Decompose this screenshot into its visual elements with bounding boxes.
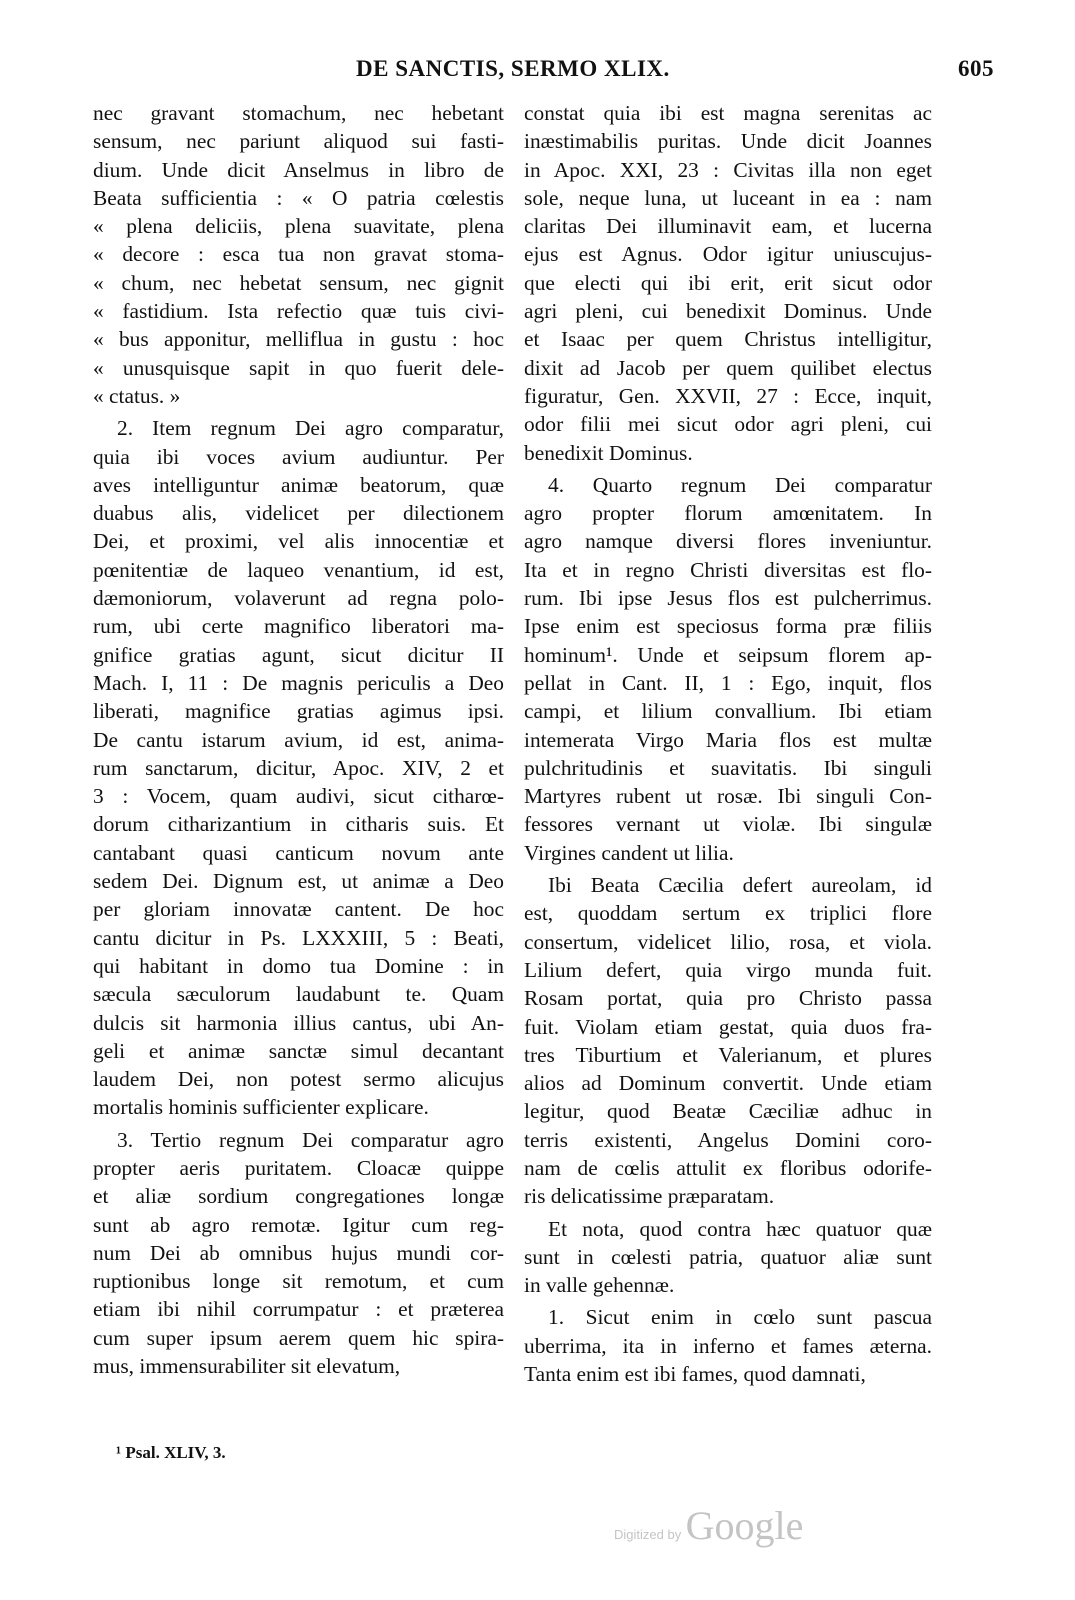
text-line: qui habitant in domo tua Domine : in [93, 953, 504, 978]
text-line: 3 : Vocem, quam audivi, sicut citharœ- [93, 784, 504, 809]
text-line: Dei, et proximi, vel alis innocentiæ et [93, 529, 504, 554]
text-line: figuratur, Gen. XXVII, 27 : Ecce, inquit, [524, 383, 932, 408]
text-line: rum. Ibi ipse Jesus flos est pulcherrimus. [524, 586, 932, 611]
text-line: in Apoc. XXI, 23 : Civitas illa non eget [524, 157, 932, 182]
text-line: sedem Dei. Dignum est, ut animæ a Deo [93, 869, 504, 894]
text-line: dorum citharizantium in citharis suis. Et [93, 812, 504, 837]
text-line: in valle gehennæ. [524, 1273, 675, 1298]
text-line: rum sanctarum, dicitur, Apoc. XIV, 2 et [93, 755, 504, 780]
text-line: De cantu istarum avium, id est, anima- [93, 727, 504, 752]
text-line: « fastidium. Ista refectio quæ tuis civi- [93, 299, 504, 324]
text-line: nam de cœlis attulit ex floribus odorife- [524, 1155, 932, 1180]
text-line: liberati, magnifice gratias agimus ipsi. [93, 699, 504, 724]
text-line: ruptionibus longe sit remotum, et cum [93, 1269, 504, 1294]
text-line: est, quoddam sertum ex triplici flore [524, 901, 932, 926]
text-line: uberrima, ita in inferno et fames æterna. [524, 1333, 932, 1358]
text-line: inæstimabilis puritas. Unde dicit Joannes [524, 129, 932, 154]
text-line: cum super ipsum aerem quem hic spira- [93, 1325, 504, 1350]
text-line: terris existenti, Angelus Domini coro- [524, 1127, 932, 1152]
text-line: ris delicatissime præparatam. [524, 1184, 775, 1209]
text-line: Rosam portat, quia pro Christo passa [524, 986, 932, 1011]
text-line: sunt in cœlesti patria, quatuor aliæ sunt [524, 1244, 932, 1269]
text-line: propter aeris puritatem. Cloacæ quippe [93, 1155, 504, 1180]
text-line: tres Tiburtium et Valerianum, et plures [524, 1042, 932, 1067]
text-line: ejus est Agnus. Odor igitur uniuscujus- [524, 242, 932, 267]
text-line: Et nota, quod contra hæc quatuor quæ [548, 1216, 932, 1241]
text-line: « plena deliciis, plena suavitate, plena [93, 214, 504, 239]
text-line: nec gravant stomachum, nec hebetant [93, 101, 504, 125]
text-line: dixit ad Jacob per quem quilibet electus [524, 355, 932, 380]
text-line: benedixit Dominus. [524, 440, 693, 465]
text-line: sæcula sæculorum laudabunt te. Quam [93, 982, 504, 1007]
text-line: 2. Item regnum Dei agro comparatur, [117, 416, 504, 441]
text-line: Lilium defert, quia virgo munda fuit. [524, 957, 932, 982]
running-title: DE SANCTIS, SERMO XLIX. [356, 56, 670, 81]
text-line: « chum, nec hebetat sensum, nec gignit [93, 270, 504, 295]
text-line: agri pleni, cui benedixit Dominus. Unde [524, 299, 932, 324]
text-line: « bus apponitur, melliflua in gustu : hoc [93, 327, 504, 352]
text-line: legitur, quod Beatæ Cæciliæ adhuc in [524, 1099, 932, 1124]
text-line: et aliæ sordium congregationes longæ [93, 1184, 504, 1209]
text-line: 3. Tertio regnum Dei comparatur agro [117, 1127, 504, 1152]
text-line: sensum, nec pariunt aliquod sui fasti- [93, 129, 504, 154]
footnote: ¹ Psal. XLIV, 3. [116, 1443, 226, 1462]
text-line: Martyres rubent ut rosæ. Ibi singuli Con- [524, 784, 932, 809]
text-line: agro namque diversi flores inveniuntur. [524, 529, 932, 554]
text-line: pœnitentiæ de laqueo venantium, id est, [93, 557, 504, 582]
text-line: cantu dicitur in Ps. LXXXIII, 5 : Beati, [93, 925, 504, 950]
text-line: consertum, videlicet lilio, rosa, et viola. [524, 929, 932, 954]
text-line: et Isaac per quem Christus intelligitur, [524, 327, 932, 352]
text-line: per gloriam innovatæ cantent. De hoc [93, 897, 504, 922]
text-line: Mach. I, 11 : De magnis periculis a Deo [93, 670, 504, 695]
text-line: sole, neque luna, ut luceant in ea : nam [524, 185, 932, 210]
text-line: dæmoniorum, volaverunt ad regna polo- [93, 586, 504, 611]
text-line: fuit. Violam etiam gestat, quia duos fra- [524, 1014, 932, 1039]
text-line: campi, et lilium convallium. Ibi etiam [524, 699, 932, 724]
text-line: aves intelliguntur animæ beatorum, quæ [93, 472, 504, 497]
text-line: « ctatus. » [93, 383, 181, 408]
text-line: Virgines candent ut lilia. [524, 840, 734, 865]
text-line: laudem Dei, non potest sermo alicujus [93, 1067, 504, 1092]
text-line: « decore : esca tua non gravat stoma- [93, 242, 504, 267]
text-line: Tanta enim est ibi fames, quod damnati, [524, 1362, 866, 1387]
text-line: fessores vernant ut violæ. Ibi singulæ [524, 812, 932, 837]
text-line: etiam ibi nihil corrumpatur : et præterea [93, 1297, 504, 1322]
right-column [524, 99, 932, 1388]
running-header [0, 56, 1075, 88]
page-number: 605 [958, 56, 994, 81]
text-line: quia ibi voces avium audiuntur. Per [93, 444, 504, 469]
text-line: « unusquisque sapit in quo fuerit dele- [93, 355, 504, 380]
text-line: claritas Dei illuminavit eam, et lucerna [524, 214, 932, 239]
text-line: alios ad Dominum convertit. Unde etiam [524, 1071, 932, 1096]
text-line: duabus alis, videlicet per dilectionem [93, 501, 504, 526]
text-line: num Dei ab omnibus hujus mundi cor- [93, 1240, 504, 1265]
text-line: odor filii mei sicut odor agri pleni, cui [524, 412, 932, 437]
text-line: hominum¹. Unde et seipsum florem ap- [524, 642, 932, 667]
text-line: Ipse enim est speciosus forma præ filiis [524, 614, 932, 639]
text-line: pellat in Cant. II, 1 : Ego, inquit, flos [524, 670, 932, 695]
text-line: Ibi Beata Cæcilia defert aureolam, id [548, 873, 932, 898]
text-line: agro propter florum amœnitatem. In [524, 501, 932, 526]
text-line: Ita et in regno Christi diversitas est flo- [524, 557, 932, 582]
text-line: cantabant quasi canticum novum ante [93, 840, 504, 865]
text-line: dulcis sit harmonia illius cantus, ubi An- [93, 1010, 504, 1035]
text-line: 1. Sicut enim in cœlo sunt pascua [548, 1305, 932, 1330]
text-line: gnifice gratias agunt, sicut dicitur II [93, 642, 504, 667]
text-line: 4. Quarto regnum Dei comparatur [548, 472, 932, 497]
text-line: mortalis hominis sufficienter explicare. [93, 1095, 429, 1120]
text-line: geli et animæ sanctæ simul decantant [93, 1038, 504, 1063]
text-line: sunt ab agro remotæ. Igitur cum reg- [93, 1212, 504, 1237]
text-line: que electi qui ibi erit, erit sicut odor [524, 270, 932, 295]
text-line: pulchritudinis et suavitatis. Ibi singuli [524, 755, 932, 780]
text-line: mus, immensurabiliter sit elevatum, [93, 1354, 401, 1379]
google-logo: Google [685, 1503, 804, 1548]
text-line: constat quia ibi est magna serenitas ac [524, 101, 932, 125]
text-line: rum, ubi certe magnifico liberatori ma- [93, 614, 504, 639]
text-line: dium. Unde dicit Anselmus in libro de [93, 157, 504, 182]
digitized-by-google-watermark [614, 1502, 803, 1549]
left-column [93, 99, 504, 1380]
watermark-prefix: Digitized by [614, 1527, 682, 1542]
text-line: Beata sufficientia : « O patria cœlestis [93, 185, 504, 210]
text-line: intemerata Virgo Maria flos est multæ [524, 727, 932, 752]
